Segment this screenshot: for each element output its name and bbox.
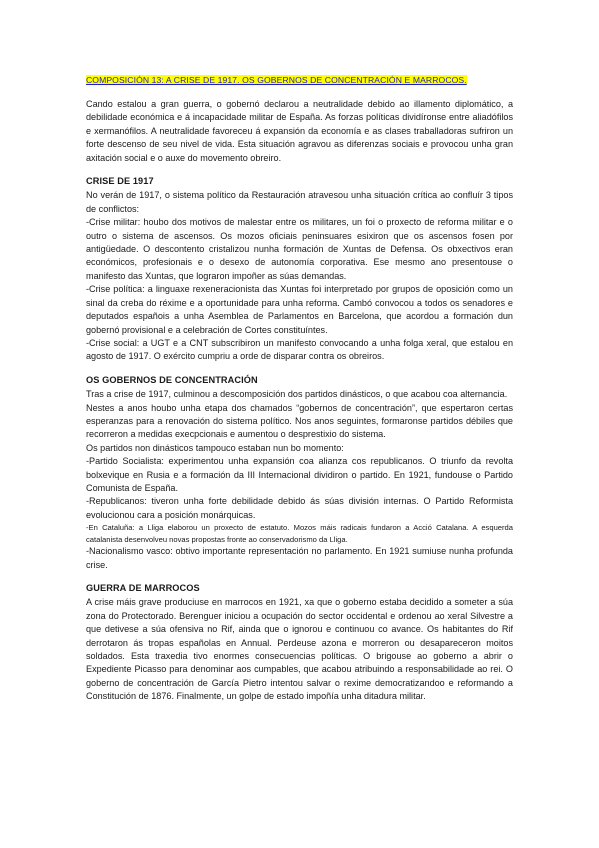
section-heading: CRISE DE 1917 — [86, 176, 154, 187]
paragraph: -Crise social: a UGT e a CNT subscribiron un manifesto convocando a unha folga xeral, que estalou en agosto de 1917. O exército cumpriu a orde de disparar contra os obreiros. — [86, 337, 513, 362]
paragraph: -Crise política: a linguaxe rexeneracionista das Xuntas foi interpretado por grupos de oposición como un sinal da creba do réxime e a oportunidade para unha reforma. Cambó convocou a todos os senadores e deputados españois a unha Asemblea de Parlamentos en Barcelona, que acordou a formación dun gobernó provisional e a celebración de Cortes constituíntes. — [86, 284, 513, 335]
document-title: COMPOSICIÓN 13: A CRISE DE 1917. OS GOBERNOS DE CONCENTRACIÓN E MARROCOS. — [86, 75, 467, 85]
section-guerra-marrocos — [86, 582, 513, 704]
paragraph: -En Cataluña: a Lliga elaborou un proxecto de estatuto. Mozos máis radicais fundaron a Acció Catalana. A esquerda catalanista desenvolveu novas propostas fronte ao conservadorismo da Lliga. — [86, 523, 513, 544]
paragraph: No verán de 1917, o sistema político da Restauración atravesou unha situación crítica ao confluír 3 tipos de conflictos: — [86, 190, 513, 214]
paragraph: -Nacionalismo vasco: obtivo importante representación no parlamento. En 1921 sumiuse nunha profunda crise. — [86, 546, 513, 570]
section-crise-1917 — [86, 175, 513, 364]
section-heading: GUERRA DE MARROCOS — [86, 583, 200, 593]
paragraph: -Partido Socialista: experimentou unha expansión coa alianza cos republicanos. O triunfo da revolta bolxevique en Rusia e a formación da III Internacional dividiron o partido. En 1921, fundouse o Partido Comunista de España. — [86, 456, 513, 493]
paragraph: -Republicanos: tiveron unha forte debilidade debido ás súas división internas. O Partido Reformista evolucionou cara a posición monárquicas. — [86, 496, 513, 520]
intro-paragraph: Cando estalou a gran guerra, o gobernó declarou a neutralidade debido ao illamento diplomático, a debilidade económica e á incapacidade militar de España. As forzas políticas dividíronse entre aliadófilos e xermanófilos. A neutralidade favoreceu á expansión da economía e as clases traballadoras sufriron un forte descenso de seu nivel de vida. Esta situación agravou as diferenzas sociais e provocou unha gran axitación social e o auxe do movemento obreiro. — [86, 99, 513, 163]
paragraph: Os partidos non dinásticos tampouco estaban nun bo momento: — [86, 442, 344, 453]
title-block — [86, 70, 513, 88]
paragraph: -Crise militar: houbo dos motivos de malestar entre os militares, un foi o proxecto de reforma militar e o outro o sistema de ascensos. Os mozos oficiais peninsuares esixiron que os ascensos fosen por antigüedade. O descontento cristalizou nunha formación de Xuntas de Defensa. Os obxectivos eran económicos, profesionais e o desexo de autonomía corporativa. Ese mesmo ano presentouse o manifesto das Xuntas, que lograron impoñer as súas demandas. — [86, 217, 513, 281]
paragraph: Nestes a anos houbo unha etapa dos chamados “gobernos de concentración”, que espertaron certas esperanzas para a renovación do sistema político. Nos anos seguintes, formaronse partidos débiles que recorreron a medidas execpcionais e aumentou o desprestixio do sistema. — [86, 402, 513, 440]
section-heading: OS GOBERNOS DE CONCENTRACIÓN — [86, 374, 258, 385]
paragraph: A crise máis grave produciuse en marrocos en 1921, xa que o goberno estaba decidido a someter a súa zona do Protectorado. Berenguer iniciou a ocupación do sector occidental e ordenou ao xeral Silvestre a que detivese a súa ofensiva no Rif, ainda que o ignorou e continuou co avance. Os habitantes do Rif derrotaron ás tropas españolas en Annual. Perdeuse azona e morreron ou desapareceron moitos soldados. Esta traxedia tivo enormes consecuencias políticas. O brigouse ao goberno a abrir o Expediente Picasso para denominar aos cumpables, que acabou atribuindo a responsabilidade ao rei. O goberno de concentración de García Pietro intentou salvar o rexime democratizandoo e reformando a Constitución de 1876. Finalmente, un golpe de estado impoñía unha ditadura militar. — [86, 597, 513, 702]
section-gobernos-concentracion — [86, 374, 513, 572]
paragraph: Tras a crise de 1917, culminou a descomposición dos partidos dinásticos, o que acabou coa alternancia. — [86, 389, 508, 400]
